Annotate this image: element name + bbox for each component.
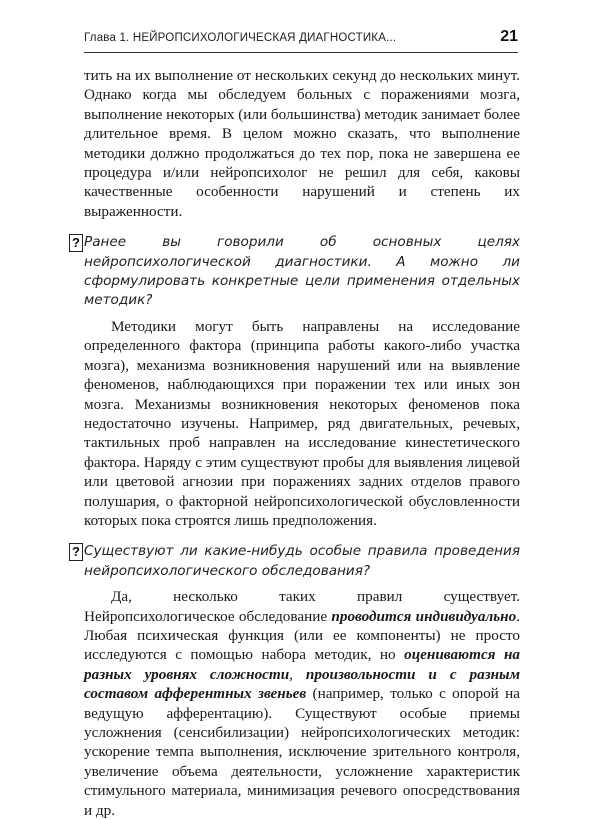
emphasis-text: произвольности и с разным составом афферентных звеньев xyxy=(84,665,520,703)
page-header xyxy=(84,28,518,53)
answer-paragraph-1: Методики могут быть направлены на исследование определенного фактора (принципа работы какого-либо участка мозга), механизма возникновения нарушений или на выявление феноменов, наблюдающихся при поражении тех или иных зон мозга. Механизмы возникновения некоторых феноменов пока недостаточно изучены. Например, ряд двигательных, речевых, тактильных проб направлен на исследование кинестетического фактора. Наряду с этим существуют пробы для выявления лицевой или цветовой агнозии при поражениях задних отделов правого полушария, о факторной нейропсихологической обусловленности которых пока строятся лишь предположения. xyxy=(84,317,520,529)
question-block-1 xyxy=(72,233,520,311)
answer-paragraph-2 xyxy=(84,587,520,820)
answer2-text-part: Да, несколько таких правил существует. Нейропсихологическое обследование xyxy=(84,588,520,625)
question-mark-icon: ? xyxy=(69,234,83,252)
chapter-title: Глава 1. НЕЙРОПСИХОЛОГИЧЕСКАЯ ДИАГНОСТИКА... xyxy=(84,32,397,44)
answer2-text-part: (например, только с опорой на ведущую афферентацию). Существуют особые приемы усложнения (сенсибилизации) нейропсихологических методик: ускорение темпа выполнения, исключение зрительного контроля, увеличение объема деятельности, усложнение характеристик стимульного материала, минимизация речевого опосредствования и др. xyxy=(84,685,520,819)
question-block-2 xyxy=(72,542,520,581)
page-body xyxy=(72,66,521,820)
emphasis-text: проводится индивидуально xyxy=(331,607,517,625)
answer2-text-part: , xyxy=(289,665,306,683)
page-number: 21 xyxy=(500,28,518,45)
emphasis-text: оцениваются на разных уровнях сложности xyxy=(84,646,520,683)
question-text-2: Существуют ли какие-нибудь особые правила проведения нейропсихологического обследования? xyxy=(84,543,520,579)
question-text-1: Ранее вы говорили об основных целях нейропсихологической диагностики. А можно ли сформулировать конкретные цели применения отдельных методик? xyxy=(84,234,520,309)
answer2-text-part: . Любая психическая функция (или ее компоненты) не просто исследуются с помощью набора методик, но xyxy=(84,607,520,664)
intro-paragraph: тить на их выполнение от нескольких секунд до нескольких минут. Однако когда мы обследуем больных с поражениями мозга, выполнение некоторых (или большинства) методик занимает более длительное время. В целом можно сказать, что выполнение методики должно продолжаться до тех пор, пока не завершена ее процедура и/или нейропсихолог не решил для себя, каковы качественные особенности нарушений и степень их выраженности. xyxy=(84,67,521,220)
question-mark-icon: ? xyxy=(69,543,83,561)
